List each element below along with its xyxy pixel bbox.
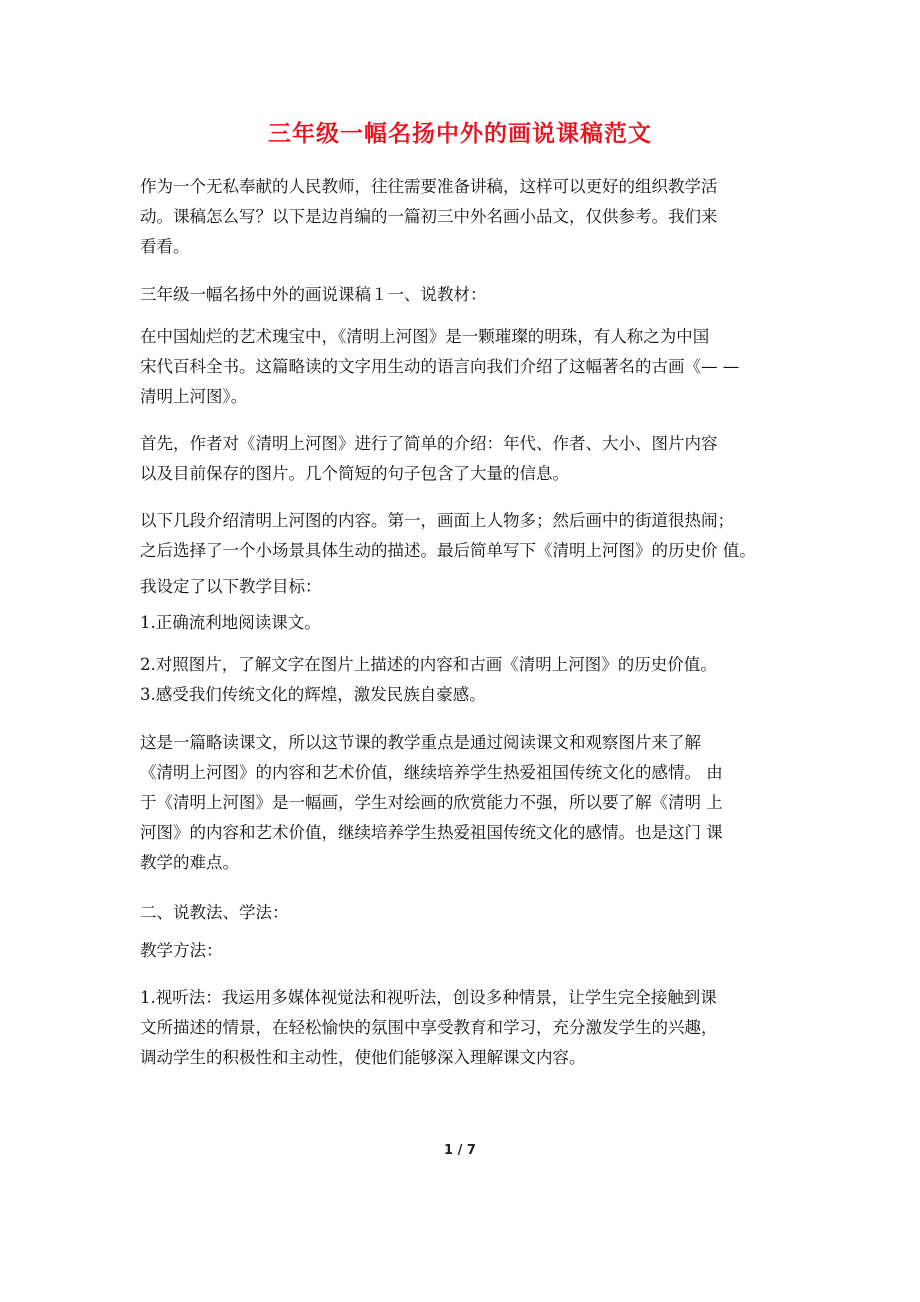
- text-line: 清明上河图》。: [140, 387, 248, 406]
- text-line: 1.正确流利地阅读课文。: [140, 613, 321, 632]
- text-line: 首先，作者对《清明上河图》进行了简单的介绍：年代、作者、大小、图片内容: [140, 434, 718, 453]
- text-line: 以下几段介绍清明上河图的内容。第一，画面上人物多；然后画中的街道很热闹；: [140, 511, 734, 530]
- paragraph-goals-heading: [140, 572, 800, 602]
- text-line: 二、说教法、学法：: [140, 903, 289, 922]
- text-line: 在中国灿烂的艺术瑰宝中，《清明上河图》是一颗璀璨的明珠，有人称之为中国: [140, 327, 710, 346]
- text-line: 作为一个无私奉献的人民教师，往往需要准备讲稿，这样可以更好的组织教学活: [140, 177, 718, 196]
- text-line: 《清明上河图》的内容和艺术价值，继续培养学生热爱祖国传统文化的感情。 由: [140, 763, 723, 782]
- text-line: 教学方法：: [140, 941, 223, 960]
- text-line: 教学的难点。: [140, 853, 239, 872]
- text-line: 宋代百科全书。这篇略读的文字用生动的语言向我们介绍了这幅著名的古画《— —: [140, 357, 740, 376]
- paragraph-audiovisual-method: [140, 983, 800, 1073]
- text-line: 三年级一幅名扬中外的画说课稿１一、说教材：: [140, 285, 487, 304]
- goal-item-1: [140, 608, 800, 638]
- text-line: 以及目前保存的图片。几个简短的句子包含了大量的信息。: [140, 464, 569, 483]
- paragraph-content-intro: [140, 506, 800, 566]
- page-indicator: 1 / 7: [444, 1143, 476, 1158]
- text-line: 河图》的内容和艺术价值，继续培养学生热爱祖国传统文化的感情。也是这门 课: [140, 823, 723, 842]
- text-line: 看看。: [140, 237, 190, 256]
- text-line: 3.感受我们传统文化的辉煌，激发民族自豪感。: [140, 685, 486, 704]
- text-line: 于《清明上河图》是一幅画，学生对绘画的欣赏能力不强，所以要了解《清明 上: [140, 793, 723, 812]
- text-line: 之后选择了一个小场景具体生动的描述。最后简单写下《清明上河图》的历史价 值。: [140, 541, 756, 560]
- paragraph-intro: [140, 172, 800, 262]
- goal-items-2-3: [140, 650, 800, 710]
- text-line: 这是一篇略读课文，所以这节课的教学重点是通过阅读课文和观察图片来了解: [140, 733, 701, 752]
- text-line: 动。课稿怎么写？以下是边肖编的一篇初三中外名画小品文，仅供参考。我们来: [140, 207, 718, 226]
- section-heading-teaching-material: [140, 280, 800, 310]
- text-line: 1.视听法：我运用多媒体视觉法和视听法，创设多种情景，让学生完全接触到课: [140, 988, 717, 1007]
- section-heading-methods: [140, 898, 800, 928]
- text-line: 我设定了以下教学目标：: [140, 577, 322, 596]
- paragraph-material-intro: [140, 322, 800, 412]
- paragraph-key-points: [140, 728, 800, 878]
- text-line: 文所描述的情景，在轻松愉快的氛围中享受教育和学习，充分激发学生的兴趣，: [140, 1018, 718, 1037]
- paragraph-teaching-methods-heading: [140, 936, 800, 966]
- text-line: 2.对照图片，了解文字在图片上描述的内容和古画《清明上河图》的历史价值。: [140, 655, 717, 674]
- paragraph-author-intro: [140, 429, 800, 489]
- text-line: 调动学生的积极性和主动性，使他们能够深入理解课文内容。: [140, 1048, 586, 1067]
- document-title: 三年级一幅名扬中外的画说课稿范文: [268, 121, 652, 147]
